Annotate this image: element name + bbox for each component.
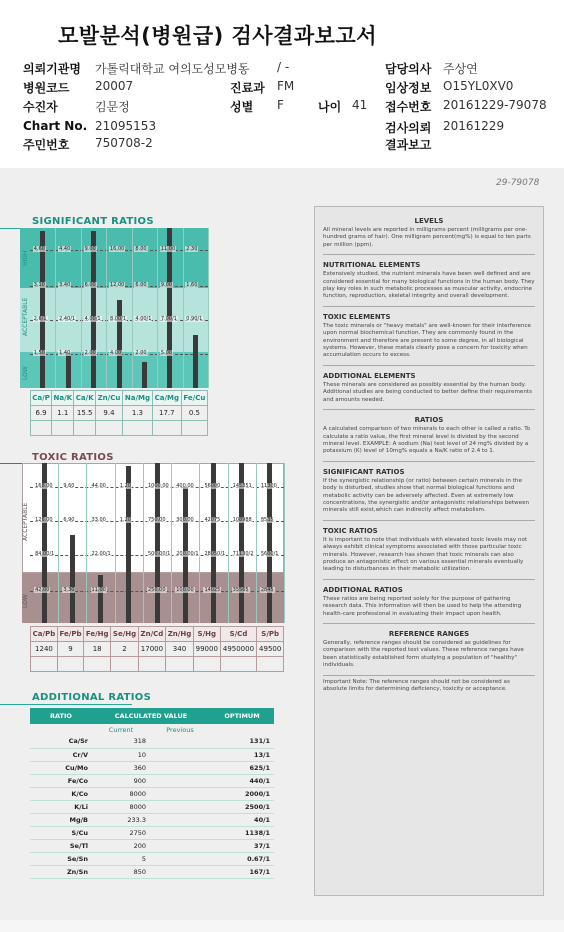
significant-tick-label: 7.00/1 <box>160 316 177 322</box>
dept-value: / - <box>277 60 290 74</box>
additional-optimum-cell: 440/1 <box>210 774 274 787</box>
ratios-text: A calculated comparison of two minerals to each other is called a ratio. To calculate a ratio value, the first mineral level is divided by the second mineral level. EXAMPLE: A sodium (Na) test level of 24 mg% divided by a potassium (K) level of 10mg% equals a Na/K ratio of 2.4 to 1. <box>323 426 531 455</box>
toxic-tick-label: 71130/2 <box>232 551 254 557</box>
chart-no-value: 21095153 <box>95 119 157 133</box>
hospital-code-value: 20007 <box>95 79 134 93</box>
table-row <box>30 735 274 748</box>
significant-ratio-name: Fe/Cu <box>181 391 207 406</box>
table-row <box>30 865 274 878</box>
table-row <box>30 774 274 787</box>
table-row <box>30 787 274 800</box>
toxic-tick-label: 11300 <box>260 483 277 489</box>
report-header <box>0 0 564 165</box>
toxic-tick-label: 126.00 <box>35 517 53 523</box>
significant-tick-label: 4.40 <box>59 246 71 252</box>
col-calculated-header: CALCULATED VALUE <box>92 708 210 724</box>
significant-ratios-heading: SIGNIFICANT RATIOS <box>323 467 405 476</box>
additional-name-cell: Ca/Sr <box>30 735 92 748</box>
nutritional-text: Extensively studied, the nutrient minerals have been well defined and are considered essential for many biological functions in the human body. They play key roles in such metabolic processes as muscular activity, endocrine function, reproduction, skeletal integrity and overall development. <box>323 271 535 300</box>
additional-current-cell: 2750 <box>92 826 150 839</box>
significant-tick-label: 8.00/1 <box>110 316 126 322</box>
significant-ratio-value: 17.7 <box>152 406 181 421</box>
table-row <box>30 748 274 761</box>
significant-bar-3 <box>117 300 122 388</box>
significant-previous-cell <box>52 421 74 436</box>
toxic-previous-cell <box>193 657 220 672</box>
additional-optimum-cell: 167/1 <box>210 865 274 878</box>
additional-previous-cell <box>150 800 210 813</box>
nutritional-heading: NUTRITIONAL ELEMENTS <box>323 261 421 270</box>
significant-previous-cell <box>74 421 95 436</box>
zone-high-label: HIGH <box>22 250 29 266</box>
col-previous-header: Previous <box>166 725 194 734</box>
additional-title-rule <box>0 704 132 705</box>
significant-ratios-text: If the synergistic relationship (or ratio) between certain minerals in the body is disturbed, studies show that normal biological functions and metabolic activity can be adversely affected. Even at extremely low concentrations, the synergistic and/or antagonistic relationships between minerals still exist,which can indirectly affect metabolism. <box>323 477 530 514</box>
toxic-ratios-table <box>30 626 284 672</box>
additional-ratios-heading: ADDITIONAL RATIOS <box>323 585 403 594</box>
additional-previous-cell <box>150 852 210 865</box>
significant-tick-label: 9.00 <box>160 282 172 288</box>
significant-bar-6 <box>193 335 198 388</box>
significant-tick-label: 2.6/1 <box>33 316 47 322</box>
toxic-tick-label: 22.00/1 <box>91 551 111 557</box>
significant-tick-label: 6.00 <box>135 282 147 288</box>
significant-ratio-value: 1.3 <box>123 406 153 421</box>
additional-optimum-cell: 0.67/1 <box>210 852 274 865</box>
institution-label: 의뢰기관명 <box>23 62 81 76</box>
column-separator <box>86 463 87 623</box>
age-value: 41 <box>352 98 368 112</box>
additional-previous-cell <box>150 761 210 774</box>
levels-heading: LEVELS <box>414 217 444 225</box>
significant-tick-label: 3.40 <box>59 282 71 288</box>
toxic-bar-1 <box>70 535 75 623</box>
toxic-ratio-name: Fe/Pb <box>57 627 83 642</box>
toxic-tick-label: 56000 <box>204 483 221 489</box>
toxic-ratio-name: Zn/Cd <box>138 627 165 642</box>
column-separator <box>183 228 184 388</box>
ratios-heading: RATIOS <box>414 416 444 425</box>
toxic-bar-2 <box>98 575 103 623</box>
toxic-ratio-name: Zn/Hg <box>166 627 194 642</box>
reference-ranges-heading: REFERENCE RANGES <box>388 630 470 638</box>
significant-ratio-value: 1.1 <box>52 406 74 421</box>
clinic-label: 진료과 <box>230 81 265 95</box>
significant-ratios-title: SIGNIFICANT RATIOS <box>32 216 154 227</box>
significant-ratio-name: Ca/P <box>31 391 52 406</box>
significant-ratio-value: 9.4 <box>95 406 122 421</box>
additional-current-cell: 8000 <box>92 800 150 813</box>
receipt-value: 20161229-79078 <box>443 98 547 112</box>
request-value: 20161229 <box>443 119 505 133</box>
significant-bar-2 <box>91 231 96 388</box>
significant-tick-label: 11.00 <box>160 246 176 252</box>
significant-previous-cell <box>181 421 207 436</box>
toxic-tick-label: 500.00/1 <box>148 551 171 557</box>
toxic-tick-label: 84.00/1 <box>35 551 55 557</box>
toxic-tick-label: 42.00 <box>35 587 50 593</box>
toxic-bar-3 <box>126 466 131 623</box>
toxic-tick-label: 33.00 <box>91 517 106 523</box>
additional-previous-cell <box>150 735 210 748</box>
toxic-tick-label: 250.00 <box>148 587 166 593</box>
institution-value: 가톨릭대학교 여의도성모병동 <box>95 62 250 76</box>
clinical-info-label: 임상정보 <box>385 81 432 95</box>
significant-tick-label: 4.00/1 <box>135 316 152 322</box>
column-separator <box>171 463 172 623</box>
additional-optimum-cell: 2500/1 <box>210 800 274 813</box>
significant-ratios-table <box>30 390 208 436</box>
significant-previous-cell <box>152 421 181 436</box>
toxic-tick-label: 108988 <box>232 517 252 523</box>
toxic-tick-label: 100.00 <box>176 587 194 593</box>
toxic-previous-cell <box>166 657 194 672</box>
toxic-ratio-value: 17000 <box>138 642 165 657</box>
age-label: 나이 <box>318 100 342 114</box>
toxic-ratios-title: TOXIC RATIOS <box>32 452 114 463</box>
toxic-tick-label: 300.00 <box>176 517 194 523</box>
additional-previous-cell <box>150 826 210 839</box>
toxic-previous-cell <box>84 657 111 672</box>
column-separator <box>256 463 257 623</box>
toxic-ratio-value: 340 <box>166 642 194 657</box>
significant-previous-cell <box>123 421 153 436</box>
page-title: 모발분석(병원급) 검사결과보고서 <box>58 24 378 48</box>
additional-optimum-cell: 131/1 <box>210 735 274 748</box>
toxic-tick-label: 5600/1 <box>260 551 279 557</box>
additional-ratios-table <box>30 708 274 879</box>
significant-tick-label: 3.10 <box>33 282 45 288</box>
toxic-previous-cell <box>111 657 139 672</box>
toxic-tick-label: 11.00 <box>91 587 106 593</box>
toxic-ratio-value: 49500 <box>257 642 284 657</box>
toxic-ratio-value: 18 <box>84 642 111 657</box>
additional-optimum-cell: 2000/1 <box>210 787 274 800</box>
toxic-ratio-value: 99000 <box>193 642 220 657</box>
toxic-previous-cell <box>220 657 257 672</box>
toxic-ratio-name: Fe/Hg <box>84 627 111 642</box>
significant-tick-label: 1.60 <box>186 282 198 288</box>
toxic-ratio-name: Ca/Pb <box>31 627 58 642</box>
significant-ratio-value: 15.5 <box>74 406 95 421</box>
table-row <box>30 839 274 852</box>
toxic-tick-label: 8535 <box>260 517 274 523</box>
toxic-ratio-name: S/Pb <box>257 627 284 642</box>
zone-low-band <box>22 573 284 623</box>
additional-optimum-cell: 37/1 <box>210 839 274 852</box>
significant-previous-cell <box>31 421 52 436</box>
column-separator <box>199 463 200 623</box>
id-value: 750708-2 <box>95 136 153 150</box>
chart-no-label: Chart No. <box>23 119 88 133</box>
additional-ratios-text: These ratios are being reported solely for the purpose of gathering research data. This information will then be used to help the attending health-care professional in evaluating their impact upon health. <box>323 595 522 617</box>
toxic-tick-label: 750.00 <box>148 517 166 523</box>
col-optimum-header: OPTIMUM <box>210 708 274 724</box>
significant-tick-label: 2.40/1 <box>59 316 76 322</box>
id-label: 주민번호 <box>23 138 70 152</box>
toxic-ratios-heading: TOXIC RATIOS <box>323 526 378 535</box>
zone-low-label: LOW <box>22 366 29 380</box>
significant-ratio-name: Ca/Mg <box>152 391 181 406</box>
toxic-tick-label: 168.00 <box>35 483 53 489</box>
significant-ratio-name: Na/Mg <box>123 391 153 406</box>
additional-previous-cell <box>150 839 210 852</box>
doctor-label: 담당의사 <box>385 62 432 76</box>
additional-name-cell: S/Cu <box>30 826 92 839</box>
explanation-panel <box>314 206 544 896</box>
significant-tick-label: 4.60 <box>33 246 45 252</box>
toxic-tick-label: 2845 <box>260 587 274 593</box>
table-row <box>30 761 274 774</box>
toxic-tick-label: 14025 <box>204 587 221 593</box>
additional-name-cell: K/Li <box>30 800 92 813</box>
additional-elements-heading: ADDITIONAL ELEMENTS <box>323 371 416 380</box>
toxic-tick-label: 400.00 <box>176 483 194 489</box>
additional-current-cell: 850 <box>92 865 150 878</box>
toxic-tick-label: 35565 <box>232 587 249 593</box>
significant-previous-cell <box>95 421 122 436</box>
additional-name-cell: Cu/Mo <box>30 761 92 774</box>
additional-optimum-cell: 40/1 <box>210 813 274 826</box>
toxic-previous-cell <box>57 657 83 672</box>
toxic-previous-cell <box>138 657 165 672</box>
column-separator <box>55 228 56 388</box>
significant-tick-label: 2.30 <box>186 246 198 252</box>
additional-name-cell: Cr/V <box>30 748 92 761</box>
zone-low-label: LOW <box>22 594 29 608</box>
toxic-ratio-name: Se/Hg <box>111 627 139 642</box>
sex-label: 성별 <box>230 100 254 114</box>
significant-ratio-value: 0.5 <box>181 406 207 421</box>
additional-previous-cell <box>150 865 210 878</box>
column-separator <box>81 228 82 388</box>
toxic-ratio-value: 9 <box>57 642 83 657</box>
additional-current-cell: 200 <box>92 839 150 852</box>
table-row <box>30 826 274 839</box>
additional-current-cell: 360 <box>92 761 150 774</box>
additional-current-cell: 900 <box>92 774 150 787</box>
significant-ratios-chart <box>0 228 208 388</box>
additional-current-cell: 5 <box>92 852 150 865</box>
additional-previous-cell <box>150 774 210 787</box>
significant-tick-label: 1.50 <box>33 350 45 356</box>
additional-current-cell: 318 <box>92 735 150 748</box>
column-separator <box>228 463 229 623</box>
toxic-tick-label: 28050/1 <box>204 551 226 557</box>
significant-tick-label: 5.00 <box>160 350 172 356</box>
request-label: 검사의뢰 <box>385 121 432 135</box>
additional-name-cell: Mg/B <box>30 813 92 826</box>
significant-tick-label: 1.40 <box>59 350 71 356</box>
significant-tick-label: 2.00 <box>135 350 147 356</box>
column-separator <box>284 463 285 623</box>
toxic-previous-cell <box>257 657 284 672</box>
significant-tick-label: 0.90/1 <box>186 316 203 322</box>
receipt-label: 접수번호 <box>385 100 432 114</box>
significant-ratio-name: Ca/K <box>74 391 95 406</box>
column-separator <box>143 463 144 623</box>
table-row <box>30 852 274 865</box>
column-separator <box>58 463 59 623</box>
table-row <box>30 800 274 813</box>
significant-tick-label: 4.00/1 <box>84 316 101 322</box>
zone-acceptable-label: ACCEPTABLE <box>22 297 29 336</box>
significant-tick-label: 16.00 <box>110 246 125 252</box>
column-separator <box>132 228 133 388</box>
zone-low-band <box>20 352 208 388</box>
additional-current-cell: 10 <box>92 748 150 761</box>
additional-optimum-cell: 13/1 <box>210 748 274 761</box>
toxic-ratio-name: S/Cd <box>220 627 257 642</box>
significant-tick-label: 6.00 <box>84 282 96 288</box>
examinee-label: 수진자 <box>23 100 58 114</box>
toxic-ratio-value: 2 <box>111 642 139 657</box>
table-row <box>30 813 274 826</box>
significant-tick-label: 4.00 <box>110 350 122 356</box>
toxic-tick-label: 44.00 <box>91 483 106 489</box>
significant-bar-1 <box>66 353 71 388</box>
hospital-code-label: 병원코드 <box>23 81 70 95</box>
significant-tick-label: 2.00 <box>84 350 96 356</box>
additional-previous-cell <box>150 748 210 761</box>
toxic-tick-label: 200.00/1 <box>176 551 199 557</box>
toxic-elements-heading: TOXIC ELEMENTS <box>323 312 391 321</box>
zone-high-band <box>20 228 208 288</box>
reference-ranges-text: Generally, reference ranges should be considered as guidelines for comparison with the reported test values. These reference ranges have been statistically established form studying a population of "healthy" individuals. <box>323 640 524 669</box>
additional-name-cell: K/Co <box>30 787 92 800</box>
additional-previous-cell <box>150 787 210 800</box>
additional-previous-cell <box>150 813 210 826</box>
column-separator <box>157 228 158 388</box>
column-separator <box>115 463 116 623</box>
additional-name-cell: Fe/Co <box>30 774 92 787</box>
additional-optimum-cell: 625/1 <box>210 761 274 774</box>
additional-name-cell: Se/Sn <box>30 852 92 865</box>
toxic-tick-label: 1.20 <box>119 517 131 523</box>
additional-current-cell: 233.3 <box>92 813 150 826</box>
significant-bar-0 <box>40 231 45 388</box>
additional-name-cell: Zn/Sn <box>30 865 92 878</box>
toxic-tick-label: 6.90 <box>63 517 75 523</box>
additional-elements-text: These minerals are considered as possibly essential by the human body. Additional studies are being conducted to better define their requirements and amounts needed. <box>323 381 532 403</box>
toxic-tick-label: 1.20 <box>119 483 131 489</box>
toxic-elements-text: The toxic minerals or "heavy metals" are well-known for their interference upon normal biochemical function. They are commonly found in the environment and therefore are present to some degree, in all biological systems. However, these metals clearly pose a concern for toxicity when accumulation occurs to excess. <box>323 322 532 359</box>
col-current-header: Current <box>108 725 134 734</box>
additional-current-cell: 8000 <box>92 787 150 800</box>
report-label: 결과보고 <box>385 138 432 152</box>
clinic-value: FM <box>277 79 295 93</box>
additional-optimum-cell: 1138/1 <box>210 826 274 839</box>
page-footer-strip <box>0 920 564 932</box>
additional-name-cell: Se/Tl <box>30 839 92 852</box>
col-ratio-header: RATIO <box>30 708 92 724</box>
handwritten-note: 29-79078 <box>496 178 540 188</box>
clinical-info-value: O15YL0XV0 <box>443 79 514 93</box>
significant-tick-label: 12.00 <box>110 282 125 288</box>
toxic-tick-label: 1000.00 <box>148 483 169 489</box>
toxic-tick-label: 42075 <box>204 517 221 523</box>
toxic-tick-label: 3.30 <box>63 587 75 593</box>
significant-tick-label: 8.00 <box>135 246 147 252</box>
toxic-ratios-text: It is important to note that individuals with elevated toxic levels may not always exhibit clinical symptoms associated with those particular toxic minerals. However, research has shown that toxic minerals can also produce an antagonistic effect on various essential minerals eventually leading to disturbances in their metabolic utilization. <box>323 536 528 573</box>
levels-text: All mineral levels are reported in milligrams percent (milligrams per one-hundred grams of hair). One milligram percent(mg%) is equal to ten parts per million (ppm). <box>323 227 531 248</box>
column-separator <box>106 228 107 388</box>
toxic-ratio-name: S/Hg <box>193 627 220 642</box>
additional-ratios-title: ADDITIONAL RATIOS <box>32 692 152 703</box>
significant-bar-5 <box>167 228 172 388</box>
toxic-ratio-value: 1240 <box>31 642 58 657</box>
significant-ratio-name: Zn/Cu <box>95 391 122 406</box>
sex-value: F <box>277 98 284 112</box>
toxic-previous-cell <box>31 657 58 672</box>
significant-ratio-value: 6.9 <box>31 406 52 421</box>
column-separator <box>208 228 209 388</box>
significant-bar-4 <box>142 362 147 388</box>
toxic-ratios-chart <box>0 463 284 623</box>
significant-tick-label: 9.00 <box>84 246 96 252</box>
toxic-ratio-value: 4950000 <box>220 642 257 657</box>
examinee-value: 김문정 <box>95 100 130 114</box>
toxic-tick-label: 9.60 <box>63 483 75 489</box>
doctor-value: 주상연 <box>443 62 478 76</box>
significant-ratio-name: Na/K <box>52 391 74 406</box>
toxic-tick-label: 145351 <box>232 483 252 489</box>
zone-acceptable-label: ACCEPTABLE <box>22 502 29 541</box>
important-note-text: Important Note: The reference ranges should not be considered as absolute limits for determining deficiency, toxicity or acceptance. <box>323 678 510 693</box>
